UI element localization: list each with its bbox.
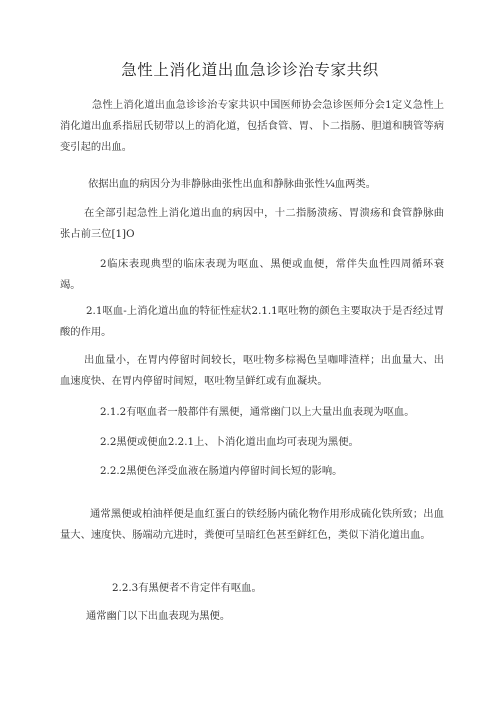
paragraph-2-2-3: 2.2.3有黑便者不肯定伴有呕血。 (112, 582, 262, 594)
paragraph-classification: 依据出血的病因分为非静脉曲张性出血和静脉曲张性¼血两类。 (88, 178, 376, 190)
paragraph-2-1-2: 2.1.2有呕血者一般都伴有黑便，通常幽门以上大量出血表现为呕血。 (100, 406, 415, 418)
paragraph-causes: 在全部引起急性上消化道出血的病因中，十二指肠溃疡、胃溃疡和食管静脉曲张占前三位[1]O (60, 207, 444, 240)
paragraph-bleeding-amount: 出血量小，在胃内停留时间较长，呕吐物多棕褐色呈咖啡渣样；出血量大、出血速度快、在胃内停留时间短，呕吐物呈鲜红或有血凝块。 (60, 354, 444, 387)
paragraph-melena-mechanism: 通常黑便或柏油样便是血红蛋白的铁经肠内硫化物作用形成硫化铁所致；出血量大、速度快、肠端动亢进时，粪便可呈暗红色甚至鲜红色，类似下消化道出血。 (60, 508, 444, 541)
paragraph-pylorus: 通常幽门以下出血表现为黑便。 (86, 610, 231, 622)
paragraph-clinical-manifestation: 2临床表现典型的临床表现为呕血、黑便或血便，常伴失血性四周循环衰竭。 (60, 258, 444, 291)
paragraph-2-2-2: 2.2.2黑便色泽受血液在肠道内停留时间长短的影响。 (100, 465, 343, 477)
paragraph-hematemesis: 2.1呕血-上消化道出血的特征性症状2.1.1呕吐物的颜色主要取决于是否经过胃酸的作用。 (60, 305, 444, 338)
document-title: 急性上消化道出血急诊诊治专家共织 (121, 61, 379, 79)
paragraph-definition: 急性上消化道出血急诊诊治专家共识中国医师协会急诊医师分会1定义急性上消化道出血系指屈氏韧带以上的消化道，包括食管、胃、卜二指肠、胆道和胰管等病变引起的出血。 (60, 99, 444, 153)
paragraph-2-2: 2.2黑便或便血2.2.1上、卜消化道出血均可表现为黑便。 (100, 436, 359, 448)
